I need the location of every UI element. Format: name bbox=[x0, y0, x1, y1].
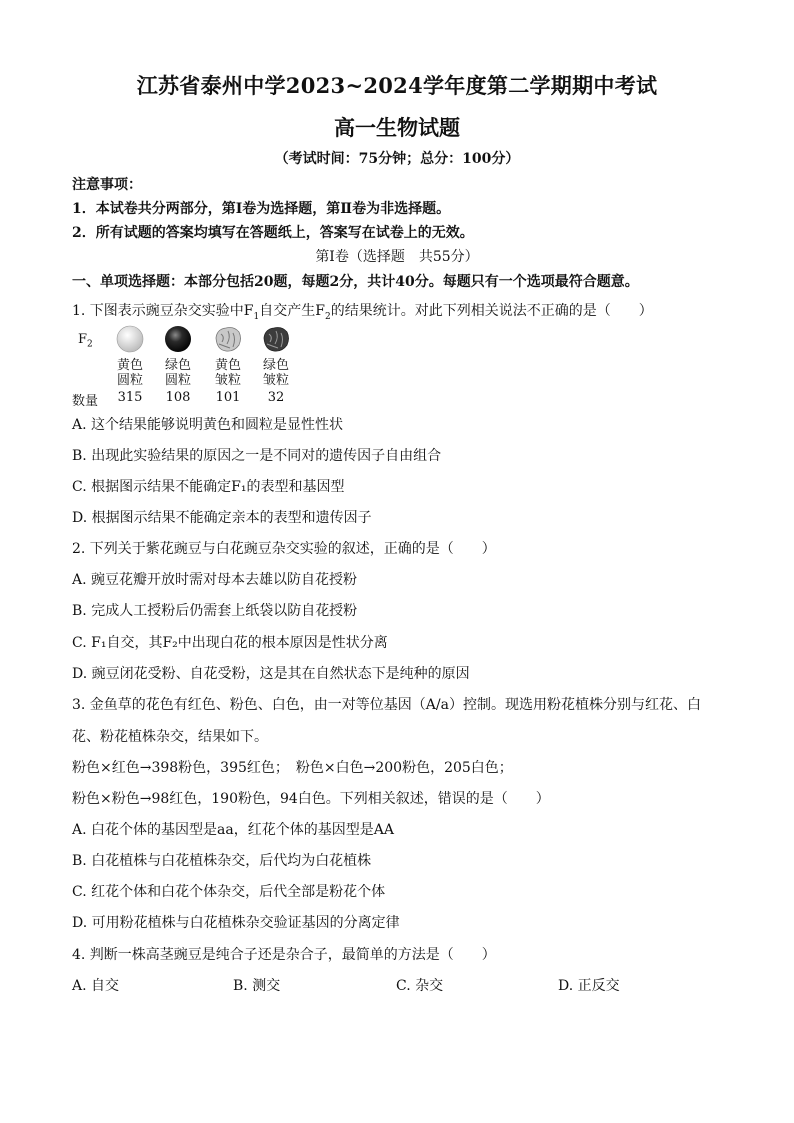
pea-count-1: 315 bbox=[117, 390, 143, 405]
section-instruction: 一、单项选择题：本部分包括20题，每题2分，共计40分。每题只有一个选项最符合题意。 bbox=[72, 274, 639, 290]
q4-option-c: C. 杂交 bbox=[396, 978, 444, 994]
pea-count-3: 101 bbox=[215, 390, 241, 405]
count-label: 数量 bbox=[72, 394, 99, 409]
yellow-wrinkled-pea-icon bbox=[212, 324, 244, 354]
yellow-round-pea-icon bbox=[114, 324, 146, 354]
q1-option-b: B. 出现此实验结果的原因之一是不同对的遗传因子自由组合 bbox=[72, 448, 442, 464]
pea-label-4: 绿色 皱粒 bbox=[262, 358, 289, 388]
q3-cross-line-1: 粉色×红色→398粉色，395红色； 粉色×白色→200粉色，205白色； bbox=[72, 760, 513, 776]
q3-option-a: A. 白花个体的基因型是aa，红花个体的基因型是AA bbox=[72, 822, 394, 838]
f2-label: $F_2$ bbox=[78, 332, 93, 350]
q3-option-d: D. 可用粉花植株与白花植株杂交验证基因的分离定律 bbox=[72, 915, 400, 931]
pea-count-2: 108 bbox=[165, 390, 191, 405]
q2-option-a: A. 豌豆花瓣开放时需对母本去雄以防自花授粉 bbox=[72, 572, 358, 588]
q3-stem-line-2: 花、粉花植株杂交，结果如下。 bbox=[72, 729, 268, 745]
q3-cross-line-2: 粉色×粉色→98红色，190粉色，94白色。下列相关叙述，错误的是（ ） bbox=[72, 791, 550, 807]
pea-label-1: 黄色 圆粒 bbox=[116, 358, 143, 388]
section-title: 第Ⅰ卷（选择题 共55分） bbox=[315, 249, 479, 265]
q2-option-d: D. 豌豆闭花受粉、自花受粉，这是其在自然状态下是纯种的原因 bbox=[72, 666, 470, 682]
q2-option-b: B. 完成人工授粉后仍需套上纸袋以防自花授粉 bbox=[72, 603, 358, 619]
note-item-1: 1．本试卷共分两部分，第Ⅰ卷为选择题，第Ⅱ卷为非选择题。 bbox=[72, 201, 451, 217]
pea-count-4: 32 bbox=[267, 390, 285, 405]
q4-stem: 4. 判断一株高茎豌豆是纯合子还是杂合子，最简单的方法是（ ） bbox=[72, 947, 496, 963]
q1-option-c: C. 根据图示结果不能确定F₁的表型和基因型 bbox=[72, 479, 345, 495]
green-wrinkled-pea-icon bbox=[260, 324, 292, 354]
notes-heading: 注意事项： bbox=[72, 177, 142, 193]
q1-stem: 1. 下图表示豌豆杂交实验中$F_1$自交产生$F_2$的结果统计。对此下列相关说法不正确的是（ ） bbox=[72, 303, 653, 322]
q1-pea-figure bbox=[72, 322, 332, 412]
pea-label-3: 黄色 皱粒 bbox=[214, 358, 241, 388]
q4-option-b: B. 测交 bbox=[233, 978, 281, 994]
q4-option-d: D. 正反交 bbox=[558, 978, 620, 994]
exam-title: 江苏省泰州中学2023~2024学年度第二学期期中考试 bbox=[136, 73, 658, 98]
note-item-2: 2．所有试题的答案均填写在答题纸上，答案写在试卷上的无效。 bbox=[72, 225, 474, 241]
exam-info: （考试时间：75分钟；总分：100分） bbox=[274, 151, 520, 167]
subject-title: 高一生物试题 bbox=[334, 115, 460, 140]
q3-stem-line-1: 3. 金鱼草的花色有红色、粉色、白色，由一对等位基因（A/a）控制。现选用粉花植株分别与红花、白 bbox=[72, 697, 701, 713]
q3-option-b: B. 白花植株与白花植株杂交，后代均为白花植株 bbox=[72, 853, 372, 869]
green-round-pea-icon bbox=[162, 324, 194, 354]
q4-options bbox=[72, 975, 752, 997]
q1-option-a: A. 这个结果能够说明黄色和圆粒是显性性状 bbox=[72, 417, 344, 433]
q3-option-c: C. 红花个体和白花个体杂交，后代全部是粉花个体 bbox=[72, 884, 386, 900]
q1-option-d: D. 根据图示结果不能确定亲本的表型和遗传因子 bbox=[72, 510, 372, 526]
q4-option-a: A. 自交 bbox=[72, 978, 120, 994]
pea-label-2: 绿色 圆粒 bbox=[164, 358, 191, 388]
q2-stem: 2. 下列关于紫花豌豆与白花豌豆杂交实验的叙述，正确的是（ ） bbox=[72, 541, 496, 557]
q2-option-c: C. F₁自交，其F₂中出现白花的根本原因是性状分离 bbox=[72, 635, 388, 651]
